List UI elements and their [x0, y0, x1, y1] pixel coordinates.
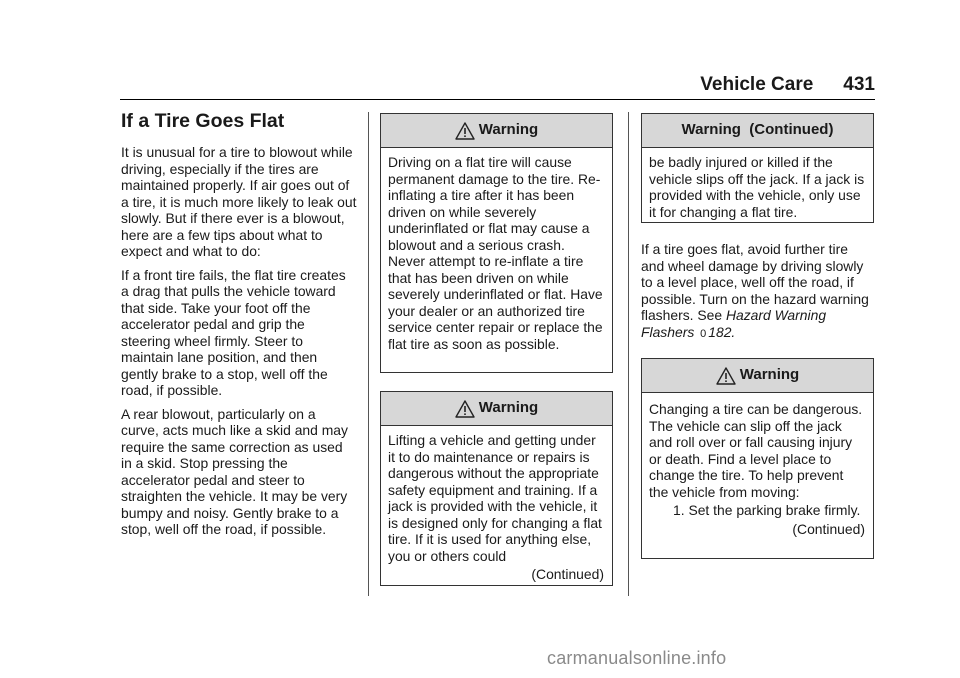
- body-paragraph: [641, 241, 874, 342]
- section-title: Vehicle Care: [700, 74, 814, 95]
- warning-header: [642, 114, 873, 148]
- warning-header: [381, 392, 612, 426]
- continued-label: (Continued): [792, 520, 865, 537]
- warning-box: [641, 358, 874, 559]
- body-paragraph: It is unusual for a tire to blowout while driving, especially if the tires are maintained properly. If air goes out of a tire, it is much more likely to leak out slowly. But if there ever is a blowout, here are a few tips about what to expect and what to do:: [121, 144, 357, 259]
- warning-header: [381, 114, 612, 148]
- column-1: [121, 110, 357, 545]
- warning-box: [380, 391, 613, 586]
- body-paragraph: A rear blowout, particularly on a curve, acts much like a skid and may require the same correction as used in a skid. Stop pressing the accelerator pedal and steer to straighten the vehicle. It may be very bumpy and noisy. Gently brake to a stop, well off the road, if possible.: [121, 405, 348, 537]
- warning-heading: Warning: [478, 121, 539, 139]
- column-divider: [368, 112, 369, 596]
- warning-triangle-icon: [716, 367, 736, 385]
- page-number: 431: [843, 74, 875, 95]
- header-rule: [120, 99, 875, 100]
- column-divider: [628, 112, 629, 596]
- section-heading: If a Tire Goes Flat: [121, 110, 285, 132]
- body-paragraph: If a front tire fails, the flat tire creates a drag that pulls the vehicle toward that side. Take your foot off the accelerator pedal and grip the steering wheel firmly. Steer to maintain lane position, and then gently brake to a stop, well off the road, if possible.: [121, 266, 346, 398]
- paragraph-text: If a tire goes flat, avoid further tire and wheel damage by driving slowly to a level place, well off the road, if possible. Turn on the hazard warning flashers. See: [641, 241, 869, 323]
- warning-heading: Warning: [478, 399, 539, 417]
- warning-heading: Warning: [739, 366, 800, 384]
- warning-text: be badly injured or killed if the vehicle slips off the jack. If a jack is provided with the vehicle, only use it for changing a flat tire.: [649, 154, 865, 220]
- warning-heading: Warning (Continued): [681, 121, 834, 139]
- watermark-text: carmanualsonline.info: [547, 648, 727, 668]
- warning-triangle-icon: [455, 122, 475, 140]
- page-reference-icon: 0: [700, 327, 707, 340]
- warning-text: Driving on a flat tire will cause permanent damage to the tire. Re-inflating a tire after it has been driven on while severely underinflated or flat may cause a blowout and a serious crash. Never attempt to re-inflate a tire that has been driven on while severely underinflated or flat. Have your dealer or an authorized tire service center repair or replace the flat tire as soon as possible.: [388, 154, 603, 352]
- warning-text: Changing a tire can be dangerous. The vehicle can slip off the jack and roll over or fall causing injury or death. Find a level place to change the tire. To help prevent the vehicle from moving:: [649, 401, 863, 500]
- cross-reference-page[interactable]: 182.: [708, 323, 736, 340]
- warning-text: Lifting a vehicle and getting under it to do maintenance or repairs is dangerous without the appropriate safety equipment and training. If a jack is provided with the vehicle, it is designed only for changing a flat tire. If it is used for anything else, you or others could: [388, 432, 602, 564]
- continued-label: (Continued): [531, 566, 604, 582]
- warning-box-continued: [641, 113, 874, 223]
- column-2: [380, 113, 613, 586]
- warning-box: [380, 113, 613, 373]
- column-3: [641, 113, 874, 559]
- warning-triangle-icon: [455, 400, 475, 418]
- list-item: 1. Set the parking brake firmly.: [673, 502, 861, 518]
- warning-header: [642, 359, 873, 393]
- page-header: [700, 74, 875, 96]
- cross-reference-title[interactable]: Hazard Warning Flashers: [641, 307, 827, 340]
